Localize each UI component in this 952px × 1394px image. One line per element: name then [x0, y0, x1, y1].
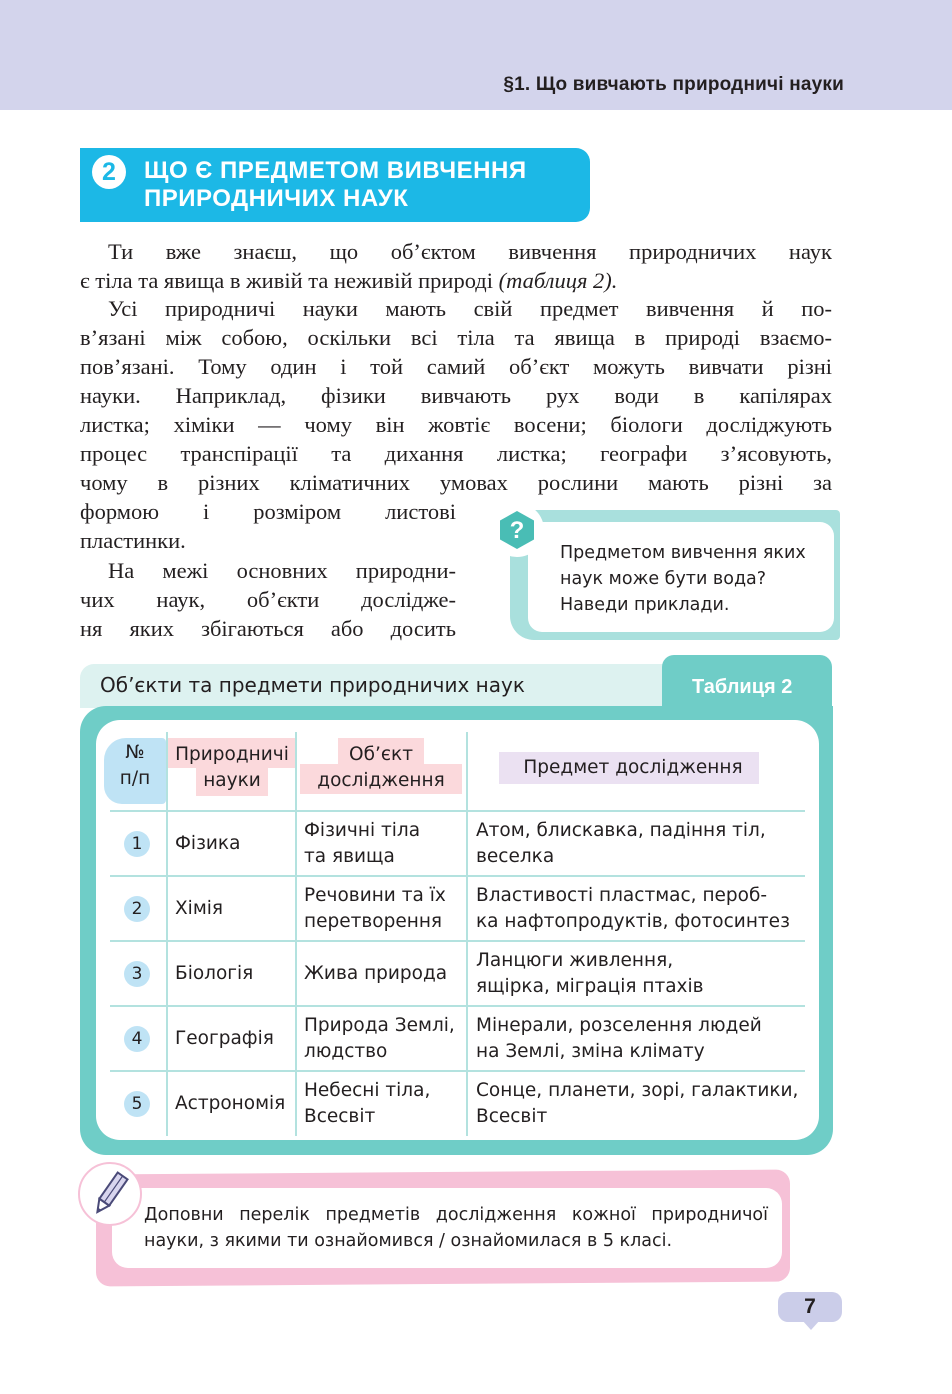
cell-line: Всесвіт [476, 1106, 548, 1127]
column-header-subject: Предмет дослідження [523, 757, 743, 778]
header-line: № [125, 742, 145, 763]
section-title-line: ЩО Є ПРЕДМЕТОМ ВИВЧЕННЯ [144, 157, 527, 184]
cell-object [304, 1013, 455, 1065]
pencil-icon [78, 1162, 142, 1226]
cell-line: Фізичні тіла [304, 820, 421, 841]
question-line: Наведи приклади. [560, 595, 730, 615]
cell-line: на Землі, зміна клімату [476, 1041, 705, 1062]
cell-object: Жива природа [304, 963, 448, 984]
table-divider [110, 1005, 805, 1007]
text-span: є тіла та явища в живій та неживій природі [80, 268, 499, 293]
cell-line: Природа Землі, [304, 1015, 455, 1036]
cell-line: ка нафтопродуктів, фотосинтез [476, 911, 790, 932]
task-line: Доповни перелік предметів дослідження кожної природничої [144, 1205, 768, 1225]
cell-subject [476, 1013, 762, 1065]
cell-science: Астрономія [175, 1093, 286, 1114]
text-line: пов’язані. Тому один і той самий об’єкт можуть вивчати різні [80, 354, 832, 379]
table-divider [110, 1070, 805, 1072]
header-line: науки [203, 770, 261, 791]
table-divider [466, 732, 468, 1136]
cell-line: людство [304, 1041, 388, 1062]
text-line: чому в різних кліматичних умовах рослини мають різні за [80, 470, 832, 495]
cell-line: веселка [476, 846, 555, 867]
cell-line: Сонце, планети, зорі, галактики, [476, 1080, 799, 1101]
cell-line: Властивості пластмас, пероб- [476, 885, 768, 906]
text-line: формою і розміром листові [80, 499, 456, 524]
cell-line: ящірка, міграція птахів [476, 976, 704, 997]
cell-subject [476, 948, 704, 1000]
text-line: пластинки. [80, 528, 186, 553]
cell-science: Географія [175, 1028, 274, 1049]
text-line: ня яких збігаються або досить [80, 616, 456, 641]
text-line: в’язані між собою, оскільки всі тіла та явища в природі взаємо- [80, 325, 832, 350]
text-line: Ти вже знаєш, що об’єктом вивчення природничих наук [108, 239, 832, 264]
cell-science: Фізика [175, 833, 241, 854]
text-line: чих наук, об’єкти дослідже- [80, 587, 456, 612]
cell-line: та явища [304, 846, 395, 867]
text-line: На межі основних природни- [108, 558, 456, 583]
column-header-number [104, 740, 166, 792]
cell-line: перетворення [304, 911, 443, 932]
cell-science: Біологія [175, 963, 254, 984]
table-divider [110, 875, 805, 877]
row-number: 5 [124, 1091, 150, 1117]
cell-object [304, 1078, 430, 1130]
question-icon [497, 510, 537, 550]
cell-subject [476, 1078, 798, 1130]
header-line: Природничі [175, 744, 289, 765]
section-number: 2 [92, 155, 126, 189]
cell-object [304, 883, 446, 935]
question-text [560, 540, 806, 618]
row-number: 1 [124, 831, 150, 857]
header-line: Об’єкт [349, 744, 413, 765]
pencil-icon [80, 1164, 140, 1224]
row-number: 2 [124, 896, 150, 922]
svg-text:?: ? [509, 517, 525, 544]
question-line: наук може бути вода? [560, 569, 767, 589]
header-line: дослідження [317, 770, 445, 791]
cell-line: Небесні тіла, [304, 1080, 431, 1101]
row-number: 4 [124, 1026, 150, 1052]
cell-object [304, 818, 420, 870]
task-text [144, 1202, 768, 1254]
column-header-science [168, 742, 296, 794]
table-divider [110, 940, 805, 942]
cell-line: Мінерали, розселення людей [476, 1015, 762, 1036]
cell-line: Всесвіт [304, 1106, 376, 1127]
cell-subject [476, 883, 790, 935]
header-line: п/п [119, 768, 151, 789]
text-line: Усі природничі науки мають свій предмет вивчення й по- [108, 296, 832, 321]
table-caption: Об’єкти та предмети природничих наук [100, 673, 525, 697]
question-line: Предметом вивчення яких [560, 543, 806, 563]
table-divider [110, 810, 805, 812]
running-title: §1. Що вивчають природничі науки [503, 74, 844, 95]
section-title [144, 157, 527, 213]
row-number: 3 [124, 961, 150, 987]
table-label: Таблиця 2 [692, 676, 793, 698]
text-line [80, 268, 832, 294]
cell-line: Ланцюги живлення, [476, 950, 674, 971]
page-number: 7 [804, 1295, 816, 1318]
column-header-object [298, 742, 464, 794]
cell-science: Хімія [175, 898, 224, 919]
section-title-line: ПРИРОДНИЧИХ НАУК [144, 185, 409, 212]
cell-line: Речовини та їх [304, 885, 446, 906]
task-line: науки, з якими ти ознайомився / ознайомилася в 5 класі. [144, 1231, 673, 1251]
cell-line: Атом, блискавка, падіння тіл, [476, 820, 766, 841]
text-line: науки. Наприклад, фізики вивчають рух води в капілярах [80, 383, 832, 408]
text-line: листка; хіміки — чому він жовтіє восени; біологи досліджують [80, 412, 832, 437]
cell-subject [476, 818, 766, 870]
table-reference: (таблиця 2). [498, 268, 618, 293]
text-line: процес транспірації та дихання листка; географи з’ясовують, [80, 441, 832, 466]
